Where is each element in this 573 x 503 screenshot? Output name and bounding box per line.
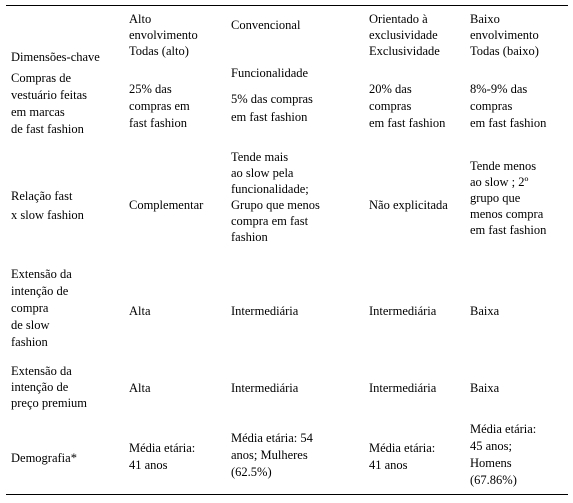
row-intencao-slow-excl: Intermediária — [369, 304, 437, 318]
row-preco-premium-conv: Intermediária — [231, 381, 299, 395]
row-intencao-slow-conv: Intermediária — [231, 304, 299, 318]
row-relacao-conv: Tende mais ao slow pela funcionalidade; Grupo que menos compra em fast fashion — [231, 150, 320, 244]
row-demografia-excl: Média etária: 41 anos — [369, 441, 436, 472]
row-relacao-excl: Não explicitada — [369, 198, 448, 212]
row-label-intencao-slow: Extensão da intenção de compra de slow fashion — [11, 267, 72, 349]
row-relacao-alto: Complementar — [129, 198, 204, 212]
row-compras-conv: 5% das compras em fast fashion — [231, 92, 313, 124]
header-exclusividade: Orientado à exclusividade Exclusividade — [369, 12, 440, 58]
header-dimensions: Dimensões-chave — [11, 50, 100, 64]
row-label-compras: Compras de vestuário feitas em marcas de fast fashion — [11, 71, 88, 136]
header-baixo-envolvimento: Baixo envolvimento Todas (baixo) — [470, 12, 539, 58]
row-preco-premium-excl: Intermediária — [369, 381, 437, 395]
row-preco-premium-baixo: Baixa — [470, 381, 500, 395]
row-intencao-slow-baixo: Baixa — [470, 304, 500, 318]
row-demografia-baixo: Média etária: 45 anos; Homens (67.86%) — [470, 422, 537, 487]
row-preco-premium-alto: Alta — [129, 381, 151, 395]
row-demografia-alto: Média etária: 41 anos — [129, 441, 196, 472]
row-compras-alto: 25% das compras em fast fashion — [129, 82, 190, 130]
row-intencao-slow-alto: Alta — [129, 304, 151, 318]
table-bottom-rule — [6, 494, 568, 495]
row-compras-baixo: 8%-9% das compras em fast fashion — [470, 82, 547, 130]
header-convencional: Convencional Funcionalidade — [231, 18, 309, 80]
row-label-demografia: Demografia* — [11, 451, 77, 465]
row-label-relacao: Relação fast x slow fashion — [11, 189, 84, 222]
row-compras-excl: 20% das compras em fast fashion — [369, 82, 446, 130]
row-demografia-conv: Média etária: 54 anos; Mulheres (62.5%) — [231, 431, 313, 479]
table-top-rule — [6, 5, 568, 6]
row-label-preco-premium: Extensão da intenção de preço premium — [11, 364, 88, 410]
header-alto-envolvimento: Alto envolvimento Todas (alto) — [129, 12, 198, 58]
row-relacao-baixo: Tende menos ao slow ; 2º grupo que menos compra em fast fashion — [470, 159, 547, 237]
